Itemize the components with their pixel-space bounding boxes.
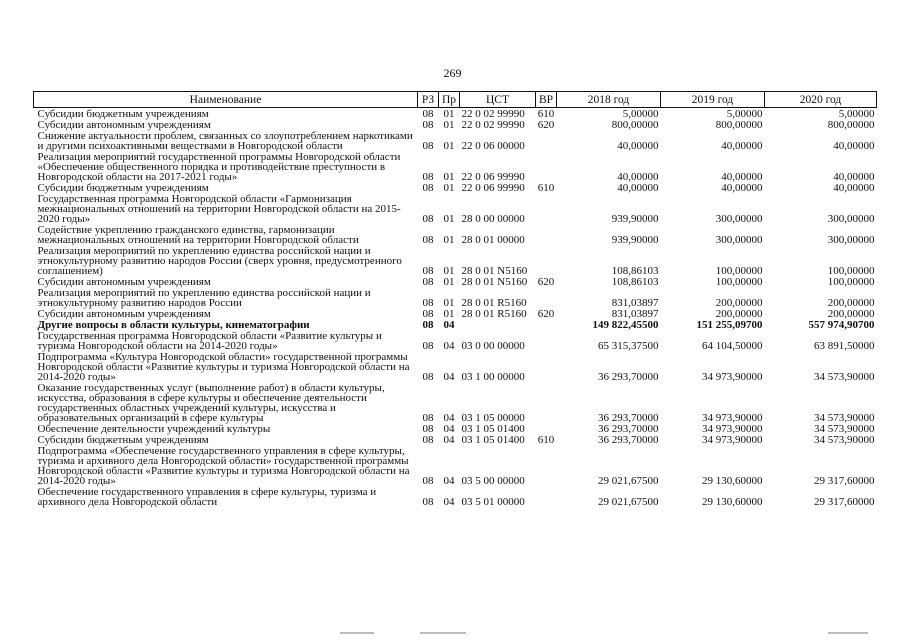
cell-pr: 04 [443, 496, 455, 508]
cell-2019: 100,00000 [715, 265, 763, 277]
cell-name: Реализация мероприятий по укреплению единства российской нации и этнокультурному развитию народов России (сверх уровня, предусмотренного соглашением) [37, 245, 402, 277]
cell-pr: 01 [443, 297, 455, 309]
cell-vr [536, 193, 557, 224]
cell-pr: 04 [443, 319, 455, 331]
cell-name: Реализация мероприятий государственной программы Новгородской области «Обеспечение общественного порядка и противодействие преступности в Новгородской области на 2017-2021 годы» [37, 151, 401, 183]
cell-2020: 34 573,90000 [814, 423, 875, 435]
table-row [34, 119, 877, 130]
cell-2020: 34 573,90000 [814, 434, 875, 446]
cell-pr: 04 [443, 340, 455, 352]
cell-vr [536, 245, 557, 276]
cell-vr [536, 445, 557, 486]
cell-cst [460, 319, 536, 330]
cell-2019: 40,00000 [721, 171, 763, 183]
cell-2020: 34 573,90000 [814, 371, 875, 383]
table-row [34, 130, 877, 151]
cell-vr [536, 351, 557, 382]
cell-rz: 08 [422, 213, 434, 225]
cell-cst: 28 0 01 00000 [461, 234, 525, 246]
table-row [34, 182, 877, 193]
cell-2018: 939,90000 [611, 234, 659, 246]
cell-2018: 36 293,70000 [598, 412, 659, 424]
cell-2019: 5,00000 [726, 108, 763, 120]
cell-2018: 5,00000 [622, 108, 659, 120]
cell-rz: 08 [422, 340, 434, 352]
cell-2019: 40,00000 [721, 140, 763, 152]
cell-name: Государственная программа Новгородской области «Гармонизация межнациональных отношений на территории Новгородской области на 2015-2020 годы» [37, 193, 401, 225]
table-body [34, 108, 877, 508]
cell-vr [536, 382, 557, 423]
table-row [34, 193, 877, 224]
cell-cst: 28 0 01 R5160 [461, 297, 527, 309]
cell-2018: 831,03897 [611, 297, 659, 309]
cell-pr: 01 [443, 140, 455, 152]
cell-2018: 40,00000 [617, 171, 659, 183]
table-row [34, 287, 877, 308]
cell-2020: 800,00000 [827, 119, 875, 131]
cell-rz: 08 [422, 496, 434, 508]
cell-rz: 08 [422, 234, 434, 246]
cell-2020: 100,00000 [827, 276, 875, 288]
header-2018: 2018 год [557, 92, 661, 108]
cell-2020: 40,00000 [833, 140, 875, 152]
page-bottom-artifact [340, 632, 374, 634]
table-row [34, 224, 877, 245]
cell-2019: 34 973,90000 [702, 434, 763, 446]
cell-2018: 36 293,70000 [598, 434, 659, 446]
cell-cst: 03 0 00 00000 [461, 340, 525, 352]
header-vr: ВР [536, 92, 557, 108]
table-row [34, 330, 877, 351]
cell-2020: 40,00000 [833, 182, 875, 194]
cell-2018: 36 293,70000 [598, 371, 659, 383]
cell-2019: 200,00000 [715, 308, 763, 320]
cell-cst: 03 1 00 00000 [461, 371, 525, 383]
cell-pr: 04 [443, 475, 455, 487]
cell-cst: 22 0 02 99990 [461, 119, 525, 131]
cell-pr: 01 [443, 265, 455, 277]
cell-rz: 08 [422, 475, 434, 487]
cell-2018: 800,00000 [611, 119, 659, 131]
cell-2018: 65 315,37500 [598, 340, 659, 352]
cell-2018: 29 021,67500 [598, 496, 659, 508]
cell-pr: 01 [443, 119, 455, 131]
cell-pr: 01 [443, 276, 455, 288]
cell-vr [536, 423, 557, 434]
cell-cst: 22 0 06 00000 [461, 140, 525, 152]
cell-2019: 64 104,50000 [702, 340, 763, 352]
cell-2018: 40,00000 [617, 140, 659, 152]
cell-vr: 610 [537, 434, 555, 446]
cell-name: Обеспечение деятельности учреждений культуры [37, 423, 271, 435]
cell-pr: 04 [443, 371, 455, 383]
cell-2018: 108,86103 [611, 265, 659, 277]
table-row [34, 445, 877, 486]
cell-2019: 100,00000 [715, 276, 763, 288]
cell-cst: 28 0 01 N5160 [461, 265, 528, 277]
cell-2018: 831,03897 [611, 308, 659, 320]
cell-cst: 03 1 05 01400 [461, 434, 525, 446]
table-row [34, 319, 877, 330]
cell-2019: 29 130,60000 [702, 496, 763, 508]
cell-name: Субсидии автономным учреждениям [37, 276, 211, 288]
table-row [34, 151, 877, 182]
cell-pr: 01 [443, 108, 455, 120]
cell-vr: 610 [537, 108, 555, 120]
cell-rz: 08 [422, 423, 434, 435]
cell-cst: 28 0 00 00000 [461, 213, 525, 225]
cell-vr: 620 [537, 276, 555, 288]
cell-rz: 08 [422, 308, 434, 320]
cell-cst: 22 0 06 99990 [461, 171, 525, 183]
cell-cst: 22 0 06 99990 [461, 182, 525, 194]
cell-vr [536, 224, 557, 245]
cell-name: Субсидии бюджетным учреждениям [37, 108, 209, 120]
cell-cst: 03 1 05 01400 [461, 423, 525, 435]
cell-cst: 03 1 05 00000 [461, 412, 525, 424]
header-2019: 2019 год [661, 92, 765, 108]
cell-vr [536, 486, 557, 507]
cell-name: Содействие укреплению гражданского единства, гармонизации межнациональных отношений на территории Новгородской области [37, 224, 359, 246]
table-row [34, 434, 877, 445]
cell-name: Государственная программа Новгородской области «Развитие культуры и туризма Новгородской области на 2014-2020 годы» [37, 330, 382, 352]
cell-pr: 01 [443, 182, 455, 194]
table-row [34, 423, 877, 434]
cell-cst: 03 5 00 00000 [461, 475, 525, 487]
cell-2020: 34 573,90000 [814, 412, 875, 424]
cell-rz: 08 [422, 182, 434, 194]
cell-cst: 22 0 02 99990 [461, 108, 525, 120]
cell-vr [536, 287, 557, 308]
table-row [34, 276, 877, 287]
cell-name: Субсидии автономным учреждениям [37, 119, 211, 131]
cell-2020: 29 317,60000 [814, 475, 875, 487]
cell-vr: 610 [537, 182, 555, 194]
page-number: 269 [443, 66, 462, 80]
page-bottom-artifact [828, 632, 868, 634]
cell-2018: 108,86103 [611, 276, 659, 288]
cell-2019: 800,00000 [715, 119, 763, 131]
cell-vr [536, 319, 557, 330]
cell-2018: 40,00000 [617, 182, 659, 194]
table-header-row [34, 92, 877, 108]
cell-name: Субсидии бюджетным учреждениям [37, 182, 209, 194]
cell-cst: 28 0 01 N5160 [461, 276, 528, 288]
cell-vr [536, 330, 557, 351]
cell-rz: 08 [422, 434, 434, 446]
cell-2020: 557 974,90700 [808, 319, 875, 331]
cell-2018: 149 822,45500 [592, 319, 659, 331]
cell-2018: 36 293,70000 [598, 423, 659, 435]
cell-2019: 200,00000 [715, 297, 763, 309]
cell-2019: 34 973,90000 [702, 423, 763, 435]
page-bottom-artifact [420, 632, 466, 634]
header-cst: ЦСТ [460, 92, 536, 108]
cell-2020: 5,00000 [838, 108, 875, 120]
cell-pr: 04 [443, 434, 455, 446]
header-rz: РЗ [418, 92, 439, 108]
table-row [34, 245, 877, 276]
cell-rz: 08 [422, 412, 434, 424]
table-row [34, 351, 877, 382]
cell-2019: 300,00000 [715, 213, 763, 225]
cell-2018: 939,90000 [611, 213, 659, 225]
cell-pr: 01 [443, 213, 455, 225]
cell-rz: 08 [422, 297, 434, 309]
cell-2019: 300,00000 [715, 234, 763, 246]
cell-2019: 151 255,09700 [696, 319, 763, 331]
cell-2020: 200,00000 [827, 297, 875, 309]
cell-2020: 63 891,50000 [814, 340, 875, 352]
header-2020: 2020 год [765, 92, 877, 108]
header-pr: Пр [439, 92, 460, 108]
cell-name: Обеспечение государственного управления в сфере культуры, туризма и архивного дела Новгородской области [37, 486, 377, 508]
cell-rz: 08 [422, 119, 434, 131]
cell-2020: 300,00000 [827, 234, 875, 246]
cell-rz: 08 [422, 140, 434, 152]
cell-pr: 04 [443, 423, 455, 435]
cell-name: Другие вопросы в области культуры, кинематографии [37, 319, 310, 331]
cell-name: Подпрограмма «Культура Новгородской области» государственной программы Новгородской области «Развитие культуры и туризма Новгородской области на 2014-2020 годы» [37, 351, 410, 383]
budget-table [33, 91, 877, 507]
cell-rz: 08 [422, 276, 434, 288]
cell-rz: 08 [422, 371, 434, 383]
cell-2019: 34 973,90000 [702, 371, 763, 383]
cell-2019: 40,00000 [721, 182, 763, 194]
cell-vr: 620 [537, 119, 555, 131]
cell-rz: 08 [422, 171, 434, 183]
cell-pr: 01 [443, 308, 455, 320]
cell-name: Реализация мероприятий по укреплению единства российской нации и этнокультурному развитию народов России [37, 287, 371, 309]
cell-pr: 01 [443, 171, 455, 183]
cell-2019: 29 130,60000 [702, 475, 763, 487]
cell-2020: 100,00000 [827, 265, 875, 277]
cell-name: Подпрограмма «Обеспечение государственного управления в сфере культуры, туризма и архивного дела Новгородской области» государственной программы Новгородской области «Развитие культуры и туризма Новгородской области на 2014-2020 годы» [37, 445, 410, 487]
cell-rz: 08 [422, 265, 434, 277]
cell-rz: 08 [422, 108, 434, 120]
cell-vr [536, 151, 557, 182]
cell-2020: 29 317,60000 [814, 496, 875, 508]
cell-cst: 03 5 01 00000 [461, 496, 525, 508]
table-row [34, 382, 877, 423]
table-row [34, 108, 877, 120]
cell-name: Субсидии бюджетным учреждениям [37, 434, 209, 446]
cell-vr: 620 [537, 308, 555, 320]
cell-name: Оказание государственных услуг (выполнение работ) в области культуры, искусства, образования в сфере культуры и обеспечение деятельности государственных областных учреждений культуры, искусства и образовательных организаций в сфере культуры [37, 382, 385, 424]
cell-rz: 08 [422, 319, 434, 331]
table-row [34, 486, 877, 507]
table-row [34, 308, 877, 319]
cell-2020: 200,00000 [827, 308, 875, 320]
cell-pr: 01 [443, 234, 455, 246]
cell-2019: 34 973,90000 [702, 412, 763, 424]
cell-cst: 28 0 01 R5160 [461, 308, 527, 320]
cell-name: Субсидии автономным учреждениям [37, 308, 211, 320]
cell-2020: 40,00000 [833, 171, 875, 183]
cell-vr [536, 130, 557, 151]
cell-pr: 04 [443, 412, 455, 424]
cell-name: Снижение актуальности проблем, связанных со злоупотреблением наркотиками и другими психоактивными веществами в Новгородской области [37, 130, 413, 152]
cell-2020: 300,00000 [827, 213, 875, 225]
header-name: Наименование [34, 92, 418, 108]
cell-2018: 29 021,67500 [598, 475, 659, 487]
